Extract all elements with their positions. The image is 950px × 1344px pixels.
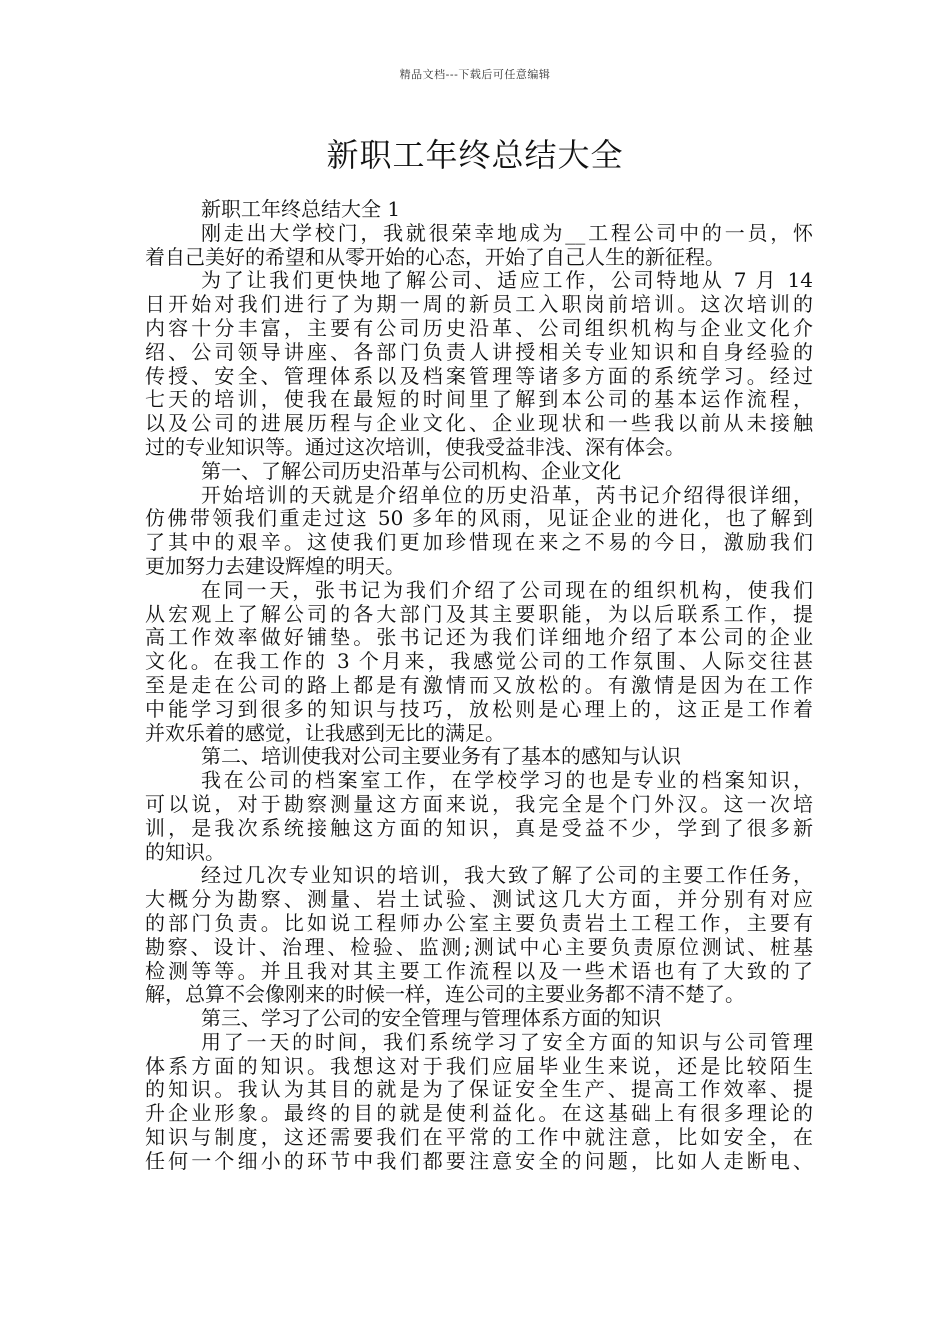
text-line: 第三、学习了公司的安全管理与管理体系方面的知识 <box>201 1006 661 1031</box>
text-line: 的知识。我认为其目的就是为了保证安全生产、提高工作效率、提 <box>145 1077 813 1102</box>
text-line: 内容十分丰富，主要有公司历史沿革、公司组织机构与企业文化介 <box>145 315 813 340</box>
text-line: 在同一天，张书记为我们介绍了公司现在的组织机构，使我们 <box>201 577 813 602</box>
text-line: 第一、了解公司历史沿革与公司机构、企业文化 <box>201 458 621 483</box>
header-note: 精品文档---下载后可任意编辑 <box>399 68 551 81</box>
text-line: 七天的培训，使我在最短的时间里了解到本公司的基本运作流程， <box>145 387 813 412</box>
text-line: 任何一个细小的环节中我们都要注意安全的问题，比如人走断电、 <box>145 1148 813 1173</box>
text-line: 从宏观上了解公司的各大部门及其主要职能，为以后联系工作，提 <box>145 601 813 626</box>
text-line: 用了一天的时间，我们系统学习了安全方面的知识与公司管理 <box>201 1029 813 1054</box>
text-line: 传授、安全、管理体系以及档案管理等诸多方面的系统学习。经过 <box>145 363 813 388</box>
text-line: 至是走在公司的路上都是有激情而又放松的。有激情是因为在工作 <box>145 672 813 697</box>
text-line: 我在公司的档案室工作，在学校学习的也是专业的档案知识， <box>201 768 813 793</box>
text-line: 日开始对我们进行了为期一周的新员工入职岗前培训。这次培训的 <box>145 292 813 317</box>
text-line: 高工作效率做好铺垫。张书记还为我们详细地介绍了本公司的企业 <box>145 625 813 650</box>
text-line: 知识与制度，这还需要我们在平常的工作中就注意，比如安全，在 <box>145 1125 813 1150</box>
document-body <box>145 198 813 1174</box>
text-line: 第二、培训使我对公司主要业务有了基本的感知与认识 <box>201 744 681 769</box>
text-line: 解，总算不会像刚来的时候一样，连公司的主要业务都不清不楚了。 <box>145 982 745 1007</box>
text-line: 经过几次专业知识的培训，我大致了解了公司的主要工作任务， <box>201 863 813 888</box>
text-line: 仿佛带领我们重走过这 50 多年的风雨，见证企业的进化，也了解到 <box>145 506 813 531</box>
text-line: 刚走出大学校门，我就很荣幸地成为__工程公司中的一员，怀 <box>201 220 813 245</box>
text-line: 过的专业知识等。通过这次培训，使我受益非浅、深有体会。 <box>145 434 685 459</box>
text-line: 为了让我们更快地了解公司、适应工作，公司特地从 7 月 14 <box>201 268 813 293</box>
text-line: 的部门负责。比如说工程师办公室主要负责岩土工程工作，主要有 <box>145 910 813 935</box>
text-line: 勘察、设计、治理、检验、监测;测试中心主要负责原位测试、桩基 <box>145 934 813 959</box>
text-line: 检测等等。并且我对其主要工作流程以及一些术语也有了大致的了 <box>145 958 813 983</box>
text-line: 着自己美好的希望和从零开始的心态，开始了自己人生的新征程。 <box>145 244 725 269</box>
text-line: 中能学习到很多的知识与技巧，放松则是心理上的，这正是工作着 <box>145 696 813 721</box>
text-line: 的知识。 <box>145 839 225 864</box>
text-line: 新职工年终总结大全 1 <box>201 197 401 221</box>
document-title: 新职工年终总结大全 <box>326 136 624 174</box>
text-line: 了其中的艰辛。这使我们更加珍惜现在来之不易的今日，激励我们 <box>145 530 813 555</box>
text-line: 文化。在我工作的 3 个月来，我感觉公司的工作氛围、人际交往甚 <box>145 649 813 674</box>
text-line: 体系方面的知识。我想这对于我们应届毕业生来说，还是比较陌生 <box>145 1053 813 1078</box>
text-line: 开始培训的天就是介绍单位的历史沿革，芮书记介绍得很详细， <box>201 482 813 507</box>
text-line: 绍、公司领导讲座、各部门负责人讲授相关专业知识和自身经验的 <box>145 339 813 364</box>
text-line: 训，是我次系统接触这方面的知识，真是受益不少，学到了很多新 <box>145 815 813 840</box>
text-line: 并欢乐着的感觉，让我感到无比的满足。 <box>145 720 505 745</box>
text-line: 大概分为勘察、测量、岩土试验、测试这几大方面，并分别有对应 <box>145 887 813 912</box>
text-line: 以及公司的进展历程与企业文化、企业现状和一些我以前从未接触 <box>145 411 813 436</box>
text-line: 升企业形象。最终的目的就是使利益化。在这基础上有很多理论的 <box>145 1101 813 1126</box>
text-line: 可以说，对于勘察测量这方面来说，我完全是个门外汉。这一次培 <box>145 791 813 816</box>
text-line: 更加努力去建设辉煌的明天。 <box>145 553 405 578</box>
